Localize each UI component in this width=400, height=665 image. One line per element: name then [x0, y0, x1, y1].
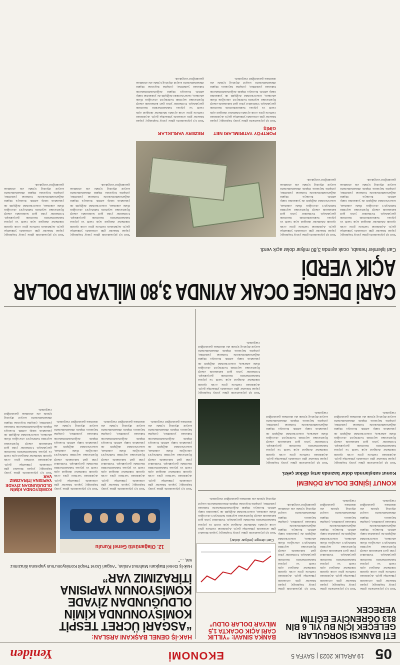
story3-chart-caption: Cari denge (milyar dolar) [229, 538, 274, 543]
page-number: 05 [375, 645, 392, 662]
story2-text-col-1: Yurt içi piyasalarda güne yatay başlangıç yapan hisseler gün ortasında yükselişe geçti. Açıklanan verilere göre ocak ayında ödemeler dengesi açık verdi ve piyasa beklentilerinin üzerinde gerçekleşti. Uzmanlar yılın geri kalanında enerji fiyatlarının seyrinin belirleyici olacağını ifade ederken, rezervlerdeki değişim de yakından takip edildi. Konuya ilişkin değerlendirmelerde bulunan yetkililer, çalışma hayatına ilişkin düzenlemelerin sosyal diyalog içinde ele alınması gerektiğini vurguladı. [340, 178, 396, 237]
lead-small-photo [4, 497, 56, 553]
story2-text-col-3: Yurt içi piyasalarda güne yatay başlangıç yapan hisseler gün ortasında yükselişe geçti. Açıklanan verilere göre ocak ayında ödemeler dengesi açık verdi ve piyasa beklentilerinin üzerinde gerçekleşti. Uzmanlar yılın geri kalanında enerji fiyatlarının seyrinin belirleyici olacağını ifade ederken, rezervlerdeki değişim de yakından takip edildi. Konuya ilişkin değerlendirmelerde bulunan yetkililer, çalışma hayatına ilişkin düzenlemelerin sosyal diyalog içinde ele alınması gerektiğini vurguladı. [210, 76, 276, 123]
story2-subhead-1: PORTFÖY YATIRIMLARI NET GİRİŞ [213, 126, 276, 136]
newspaper-logo: Yeniden [10, 647, 53, 662]
story2-subhead-2: REZERV VARLIKLAR [157, 131, 204, 136]
lead-deck: Hak-İş Genel Başkanı Mahmut Arslan, “Asgari Ücret Tespit Komisyonu’nun yapısına itirazımız var, ...” [10, 558, 192, 569]
lead-text-col-1: Yurt içi piyasalarda güne yatay başlangıç yapan hisseler gün ortasında yükselişe geçti. Açıklanan verilere göre ocak ayında ödemeler dengesi açık verdi ve piyasa beklentilerinin üzerinde gerçekleşti. Uzmanlar yılın geri kalanında enerji fiyatlarının seyrinin belirleyici olacağını ifade ederken, rezervlerdeki değişim de yakından takip edildi. Konuya ilişkin değerlendirmelerde bulunan yetkililer, çalışma hayatına ilişkin düzenlemelerin sosyal diyalog içinde ele alınması gerektiğini vurguladı. [148, 419, 192, 491]
story3-headline: BANKA SINAVI: “YILLIK CARİ AÇIK OCAKTA 1,5 MİLYAR DOLAR OLDU” [207, 620, 276, 639]
story2-text-col-5: Yurt içi piyasalarda güne yatay başlangıç yapan hisseler gün ortasında yükselişe geçti. Açıklanan verilere göre ocak ayında ödemeler dengesi açık verdi ve piyasa beklentilerinin üzerinde gerçekleşti. Uzmanlar yılın geri kalanında enerji fiyatlarının seyrinin belirleyici olacağını ifade ederken, rezervlerdeki değişim de yakından takip edildi. Konuya ilişkin değerlendirmelerde bulunan yetkililer, çalışma hayatına ilişkin düzenlemelerin sosyal diyalog içinde ele alınması gerektiğini vurguladı. [70, 182, 130, 237]
story2-text-col-4: Yurt içi piyasalarda güne yatay başlangıç yapan hisseler gün ortasında yükselişe geçti. Açıklanan verilere göre ocak ayında ödemeler dengesi açık verdi ve piyasa beklentilerinin üzerinde gerçekleşti. Uzmanlar yılın geri kalanında enerji fiyatlarının seyrinin belirleyici olacağını ifade ederken, rezervlerdeki değişim de yakından takip edildi. Konuya ilişkin değerlendirmelerde bulunan yetkililer, çalışma hayatına ilişkin düzenlemelerin sosyal diyalog içinde ele alınması gerektiğini vurguladı. [136, 76, 204, 123]
story4-headline: KONUT İŞİNDE DOLAR DÖNEMİ [296, 479, 396, 486]
lead-text-col-4: Yurt içi piyasalarda güne yatay başlangıç yapan hisseler gün ortasında yükselişe geçti. Açıklanan verilere göre ocak ayında ödemeler dengesi açık verdi ve piyasa beklentilerinin üzerinde gerçekleşti. Uzmanlar yılın geri kalanında enerji fiyatlarının seyrinin belirleyici olacağını ifade ederken, rezervlerdeki değişim de yakından takip edildi. Konuya ilişkin değerlendirmelerde bulunan yetkililer, çalışma hayatına ilişkin düzenlemelerin sosyal diyalog içinde ele alınması gerektiğini vurguladı. [4, 407, 52, 475]
lead-headline: “ASGARİ ÜCRET TESPİT KOMİSYONUNDA KİMİN OLDUĞUNDAN ZİYADE KOMİSYONUN YAPISINA İTİRAZIMIZ VAR” [59, 570, 192, 631]
lead-text-col-2: Yurt içi piyasalarda güne yatay başlangıç yapan hisseler gün ortasında yükselişe geçti. Açıklanan verilere göre ocak ayında ödemeler dengesi açık verdi ve piyasa beklentilerinin üzerinde gerçekleşti. Uzmanlar yılın geri kalanında enerji fiyatlarının seyrinin belirleyici olacağını ifade ederken, rezervlerdeki değişim de yakından takip edildi. Konuya ilişkin değerlendirmelerde bulunan yetkililer, çalışma hayatına ilişkin düzenlemelerin sosyal diyalog içinde ele alınması gerektiğini vurguladı. [101, 419, 145, 491]
story2-text-col-2: Yurt içi piyasalarda güne yatay başlangıç yapan hisseler gün ortasında yükselişe geçti. Açıklanan verilere göre ocak ayında ödemeler dengesi açık verdi ve piyasa beklentilerinin üzerinde gerçekleşti. Uzmanlar yılın geri kalanında enerji fiyatlarının seyrinin belirleyici olacağını ifade ederken, rezervlerdeki değişim de yakından takip edildi. Konuya ilişkin değerlendirmelerde bulunan yetkililer, çalışma hayatına ilişkin düzenlemelerin sosyal diyalog içinde ele alınması gerektiğini vurguladı. [280, 178, 336, 237]
story4-deck: Konut satışlarında dolar bazında artış dikkat çekti. [281, 470, 396, 475]
story5-text-col-1: Yurt içi piyasalarda güne yatay başlangıç yapan hisseler gün ortasında yükselişe geçti. Açıklanan verilere göre ocak ayında ödemeler dengesi açık verdi ve piyasa beklentilerinin üzerinde gerçekleşti. Uzmanlar yılın geri kalanında enerji fiyatlarının seyrinin belirleyici olacağını ifade ederken, rezervlerdeki değişim de yakından takip edildi. Konuya ilişkin değerlendirmelerde bulunan yetkililer, çalışma hayatına ilişkin düzenlemelerin sosyal diyalog içinde ele alınması gerektiğini vurguladı. [360, 498, 396, 591]
story5-text-col-2: Yurt içi piyasalarda güne yatay başlangıç yapan hisseler gün ortasında yükselişe geçti. Açıklanan verilere göre ocak ayında ödemeler dengesi açık verdi ve piyasa beklentilerinin üzerinde gerçekleşti. Uzmanlar yılın geri kalanında enerji fiyatlarının seyrinin belirleyici olacağını ifade ederken, rezervlerdeki değişim de yakından takip edildi. Konuya ilişkin değerlendirmelerde bulunan yetkililer, çalışma hayatına ilişkin düzenlemelerin sosyal diyalog içinde ele alınması gerektiğini vurguladı. [320, 498, 356, 591]
lead-photo [60, 497, 170, 553]
story3-text: Yurt içi piyasalarda güne yatay başlangıç yapan hisseler gün ortasında yükselişe geçti. Açıklanan verilere göre ocak ayında ödemeler dengesi açık verdi ve piyasa beklentilerinin üzerinde gerçekleşti. Uzmanlar yılın geri kalanında enerji fiyatlarının seyrinin belirleyici olacağını ifade ederken, rezervlerdeki değişim de yakından takip edildi. Konuya ilişkin değerlendirmelerde bulunan yetkililer, çalışma hayatına ilişkin düzenlemelerin sosyal diyalog içinde ele alınması gerektiğini vurguladı. [198, 497, 276, 535]
story4-text-col-2: Yurt içi piyasalarda güne yatay başlangıç yapan hisseler gün ortasında yükselişe geçti. Açıklanan verilere göre ocak ayında ödemeler dengesi açık verdi ve piyasa beklentilerinin üzerinde gerçekleşti. Uzmanlar yılın geri kalanında enerji fiyatlarının seyrinin belirleyici olacağını ifade ederken, rezervlerdeki değişim de yakından takip edildi. Konuya ilişkin değerlendirmelerde bulunan yetkililer, çalışma hayatına ilişkin düzenlemelerin sosyal diyalog içinde ele alınması gerektiğini vurguladı. [266, 410, 328, 465]
story4-text-col-3: Yurt içi piyasalarda güne yatay başlangıç yapan hisseler gün ortasında yükselişe geçti. Açıklanan verilere göre ocak ayında ödemeler dengesi açık verdi ve piyasa beklentilerinin üzerinde gerçekleşti. Uzmanlar yılın geri kalanında enerji fiyatlarının seyrinin belirleyici olacağını ifade ederken, rezervlerdeki değişim de yakından takip edildi. Konuya ilişkin değerlendirmelerde bulunan yetkililer, çalışma hayatına ilişkin düzenlemelerin sosyal diyalog içinde ele alınması gerektiğini vurguladı. [198, 340, 260, 395]
lead-photo-caption: 12. Olağanüstü Genel Kurulu [95, 543, 164, 549]
story2-money-photo [136, 141, 276, 237]
lead-kicker: HAK-İŞ GENEL BAŞKANI ARSLAN: [91, 633, 192, 639]
story5-headline: ETİ BANKSI SORGULARI GELECEK İÇİN BU YIL 6 BİN 813 ÖĞRENCİYE EĞİTİM VERECEK [285, 605, 396, 640]
section-title: EKONOMİ [167, 649, 224, 661]
issue-date: 19 ARALIK 2023 | SAYFA 5 [291, 652, 364, 658]
story4-text-col-1: Yurt içi piyasalarda güne yatay başlangıç yapan hisseler gün ortasında yükselişe geçti. Açıklanan verilere göre ocak ayında ödemeler dengesi açık verdi ve piyasa beklentilerinin üzerinde gerçekleşti. Uzmanlar yılın geri kalanında enerji fiyatlarının seyrinin belirleyici olacağını ifade ederken, rezervlerdeki değişim de yakından takip edildi. Konuya ilişkin değerlendirmelerde bulunan yetkililer, çalışma hayatına ilişkin düzenlemelerin sosyal diyalog içinde ele alınması gerektiğini vurguladı. [334, 410, 396, 465]
story5-text-col-3: Yurt içi piyasalarda güne yatay başlangıç yapan hisseler gün ortasında yükselişe geçti. Açıklanan verilere göre ocak ayında ödemeler dengesi açık verdi ve piyasa beklentilerinin üzerinde gerçekleşti. Uzmanlar yılın geri kalanında enerji fiyatlarının seyrinin belirleyici olacağını ifade ederken, rezervlerdeki değişim de yakından takip edildi. Konuya ilişkin değerlendirmelerde bulunan yetkililer, çalışma hayatına ilişkin düzenlemelerin sosyal diyalog içinde ele alınması gerektiğini vurguladı. [278, 502, 316, 591]
lead-text-col-3: Yurt içi piyasalarda güne yatay başlangıç yapan hisseler gün ortasında yükselişe geçti. Açıklanan verilere göre ocak ayında ödemeler dengesi açık verdi ve piyasa beklentilerinin üzerinde gerçekleşti. Uzmanlar yılın geri kalanında enerji fiyatlarının seyrinin belirleyici olacağını ifade ederken, rezervlerdeki değişim de yakından takip edildi. Konuya ilişkin değerlendirmelerde bulunan yetkililer, çalışma hayatına ilişkin düzenlemelerin sosyal diyalog içinde ele alınması gerektiğini vurguladı. [54, 419, 98, 491]
story2-headline: CARİ DENGE OCAK AYINDA 3,80 MİLYAR DOLAR AÇIK VERDİ [13, 254, 396, 305]
page-header [0, 642, 400, 665]
lead-side-subhead: KOMİSYONDA KİMİN OLDUĞUNDAN ZİYADE YAPISINA İTİRAZIMIZ VAR [5, 473, 52, 492]
story2-text-col-6: Yurt içi piyasalarda güne yatay başlangıç yapan hisseler gün ortasında yükselişe geçti. Açıklanan verilere göre ocak ayında ödemeler dengesi açık verdi ve piyasa beklentilerinin üzerinde gerçekleşti. Uzmanlar yılın geri kalanında enerji fiyatlarının seyrinin belirleyici olacağını ifade ederken, rezervlerdeki değişim de yakından takip edildi. Konuya ilişkin değerlendirmelerde bulunan yetkililer, çalışma hayatına ilişkin düzenlemelerin sosyal diyalog içinde ele alınması gerektiğini vurguladı. [4, 182, 64, 237]
story4-photo [198, 399, 260, 465]
story3-chart [196, 543, 276, 593]
story2-deck: Cari işlemler hesabı, ocak ayında 3,80 milyar dolar açık verdi. [259, 246, 396, 252]
